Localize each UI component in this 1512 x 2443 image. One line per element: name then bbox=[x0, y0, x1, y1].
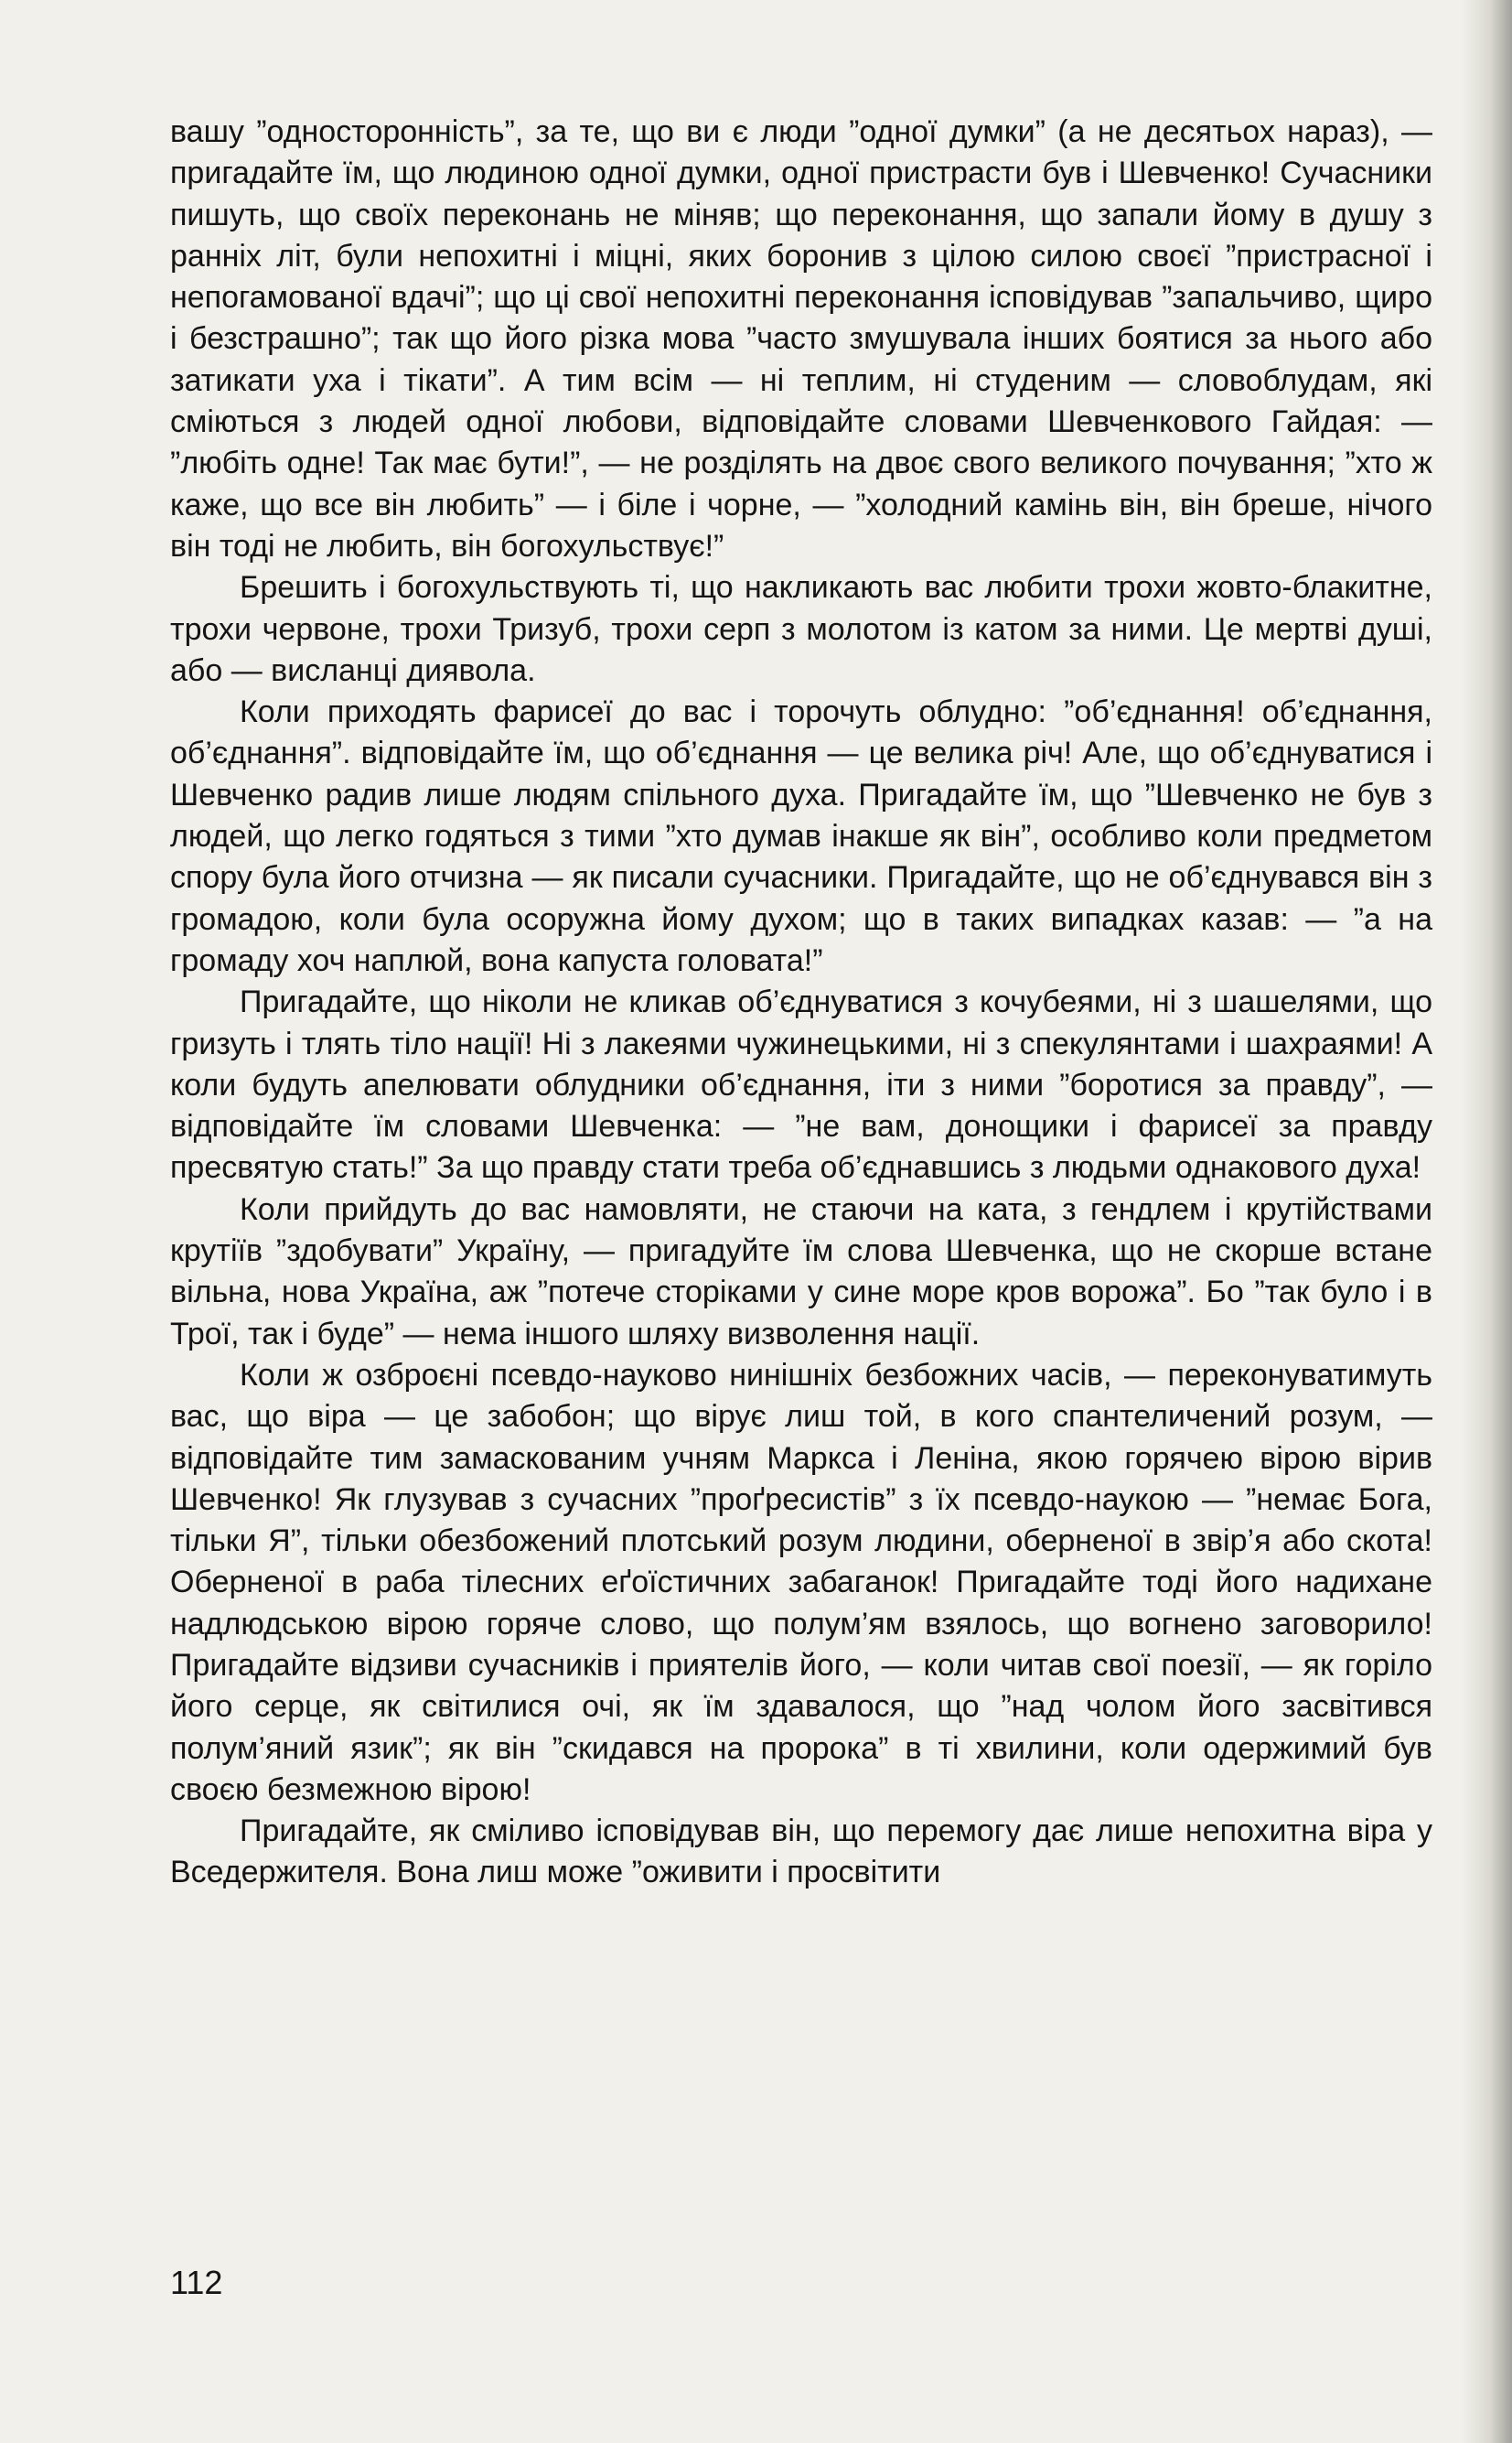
paragraph: Коли ж озброєні псевдо-науково нинішніх безбожних часів, — переконуватимуть вас, що віра — це забобон; що вірує лиш той, в кого спантеличений розум, — відповідайте тим замаскованим учням Маркса і Леніна, якою горячею вірою вірив Шевченко! Як глузував з сучасних ”проґресистів” з їх псевдо-наукою — ”немає Бога, тільки Я”, тільки обезбожений плотський розум людини, оберненої в звір’я або скота! Оберненої в раба тілесних еґоїстичних забаганок! Пригадайте тоді його надихане надлюдською вірою горяче слово, що полум’ям взялось, що вогнено заговорило! Пригадайте відзиви сучасників і приятелів його, — коли читав свої поезії, — як горіло його серце, як світилися очі, як їм здавалося, що ”над чолом його засвітився полум’яний язик”; як він ”скидався на пророка” в ті хвилини, коли одержимий був своєю безмежною вірою! bbox=[170, 1357, 1432, 1807]
page-edge-shadow bbox=[1462, 0, 1512, 2443]
paragraph: Брешить і богохульствують ті, що накликають вас любити трохи жовто-блакитне, трохи червоне, трохи Тризуб, трохи серп з молотом із катом за ними. Це мертві душі, або — висланці диявола. bbox=[170, 570, 1432, 688]
paragraph: Коли приходять фарисеї до вас і торочуть облудно: ”об’єднання! об’єднання, об’єднання”. відповідайте їм, що об’єднання — це велика річ! Але, що об’єднуватися і Шевченко радив лише людям спільного духа. Пригадайте їм, що ”Шевченко не був з людей, що легко годяться з тими ”хто думав інакше як він”, особливо коли предметом спору була його отчизна — як писали сучасники. Пригадайте, що не об’єднувався він з громадою, коли була осоружна йому духом; що в таких випадках казав: — ”а на громаду хоч наплюй, вона капуста головата!” bbox=[170, 694, 1432, 978]
paragraph: Коли прийдуть до вас намовляти, не стаючи на ката, з гендлем і крутійствами крутіїв ”здобувати” Україну, — пригадуйте їм слова Шевченка, що не скорше встане вільна, нова Україна, аж ”потече сторіками у сине море кров ворожа”. Бо ”так було і в Трої, так і буде” — нема іншого шляху визволення нації. bbox=[170, 1191, 1432, 1351]
paragraph-continuation: вашу ”односторонність”, за те, що ви є люди ”одної думки” (а не десятьох нараз), — пригадайте їм, що людиною одної думки, одної пристрасти був і Шевченко! Сучасники пишуть, що своїх переконань не міняв; що переконання, що запали йому в душу з ранніх літ, були непохитні і міцні, яких боронив з цілою силою своєї ”пристрасної і непогамованої вдачі”; що ці свої непохитні переконання ісповідував ”запальчиво, щиро і безстрашно”; так що його різка мова ”часто змушувала інших боятися за нього або затикати уха і тікати”. А тим всім — ні теплим, ні студеним — словоблудам, які сміються з людей одної любови, відповідайте словами Шевченкового Гайдая: — ”любіть одне! Так має бути!”, — не розділять на двоє свого великого почування; ”хто ж каже, що все він любить” — і біле і чорне, — ”холодний камінь він, він бреше, нічого він тоді не любить, він богохульствує!” bbox=[170, 114, 1432, 564]
paragraph: Пригадайте, як сміливо ісповідував він, що перемогу дає лише непохитна віра у Вседержителя. Вона лиш може ”оживити і просвітити bbox=[170, 1813, 1432, 1890]
body-text bbox=[170, 112, 1432, 1894]
paragraph: Пригадайте, що ніколи не кликав об’єднуватися з кочубеями, ні з шашелями, що гризуть і тлять тіло нації! Ні з лакеями чужинецькими, ні з спекулянтами і шахраями! А коли будуть апелювати облудники об’єднання, іти з ними ”боротися за правду”, — відповідайте їм словами Шевченка: — ”не вам, донощики і фарисеї за правду пресвятую стать!” За що правду стати треба об’єднавшись з людьми однакового духа! bbox=[170, 985, 1432, 1186]
page-number: 112 bbox=[170, 2264, 223, 2301]
